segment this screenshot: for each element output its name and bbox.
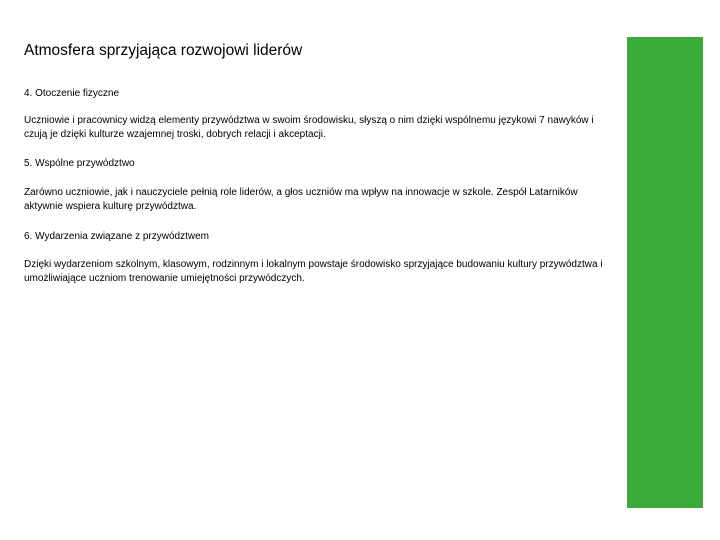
section-heading-shared-leadership: 5. Wspólne przywództwo: [24, 158, 135, 169]
section-body-shared-leadership: Zarówno uczniowie, jak i nauczyciele pełnią role liderów, a głos uczniów ma wpływ na innowacje w szkole. Zespół Latarników aktywnie wspiera kulturę przywództwa.: [24, 187, 578, 212]
section-body-physical-environment: Uczniowie i pracownicy widzą elementy przywództwa w swoim środowisku, słyszą o nim dzięki wspólnemu językowi 7 nawyków i czują je dzięki kulturze wzajemnej troski, dobrych relacji i akceptacji.: [24, 115, 594, 140]
section-heading-leadership-events: 6. Wydarzenia związane z przywództwem: [24, 231, 209, 242]
section-heading-physical-environment: 4. Otoczenie fizyczne: [24, 88, 120, 99]
section-body-leadership-events: Dzięki wydarzeniom szkolnym, klasowym, rodzinnym i lokalnym powstaje środowisko sprzyjające budowaniu kultury przywództwa i umożliwiające uczniom trenowanie umiejętności przywódczych.: [24, 259, 603, 284]
slide-title: Atmosfera sprzyjająca rozwojowi liderów: [24, 42, 303, 59]
accent-bar: [627, 37, 703, 508]
